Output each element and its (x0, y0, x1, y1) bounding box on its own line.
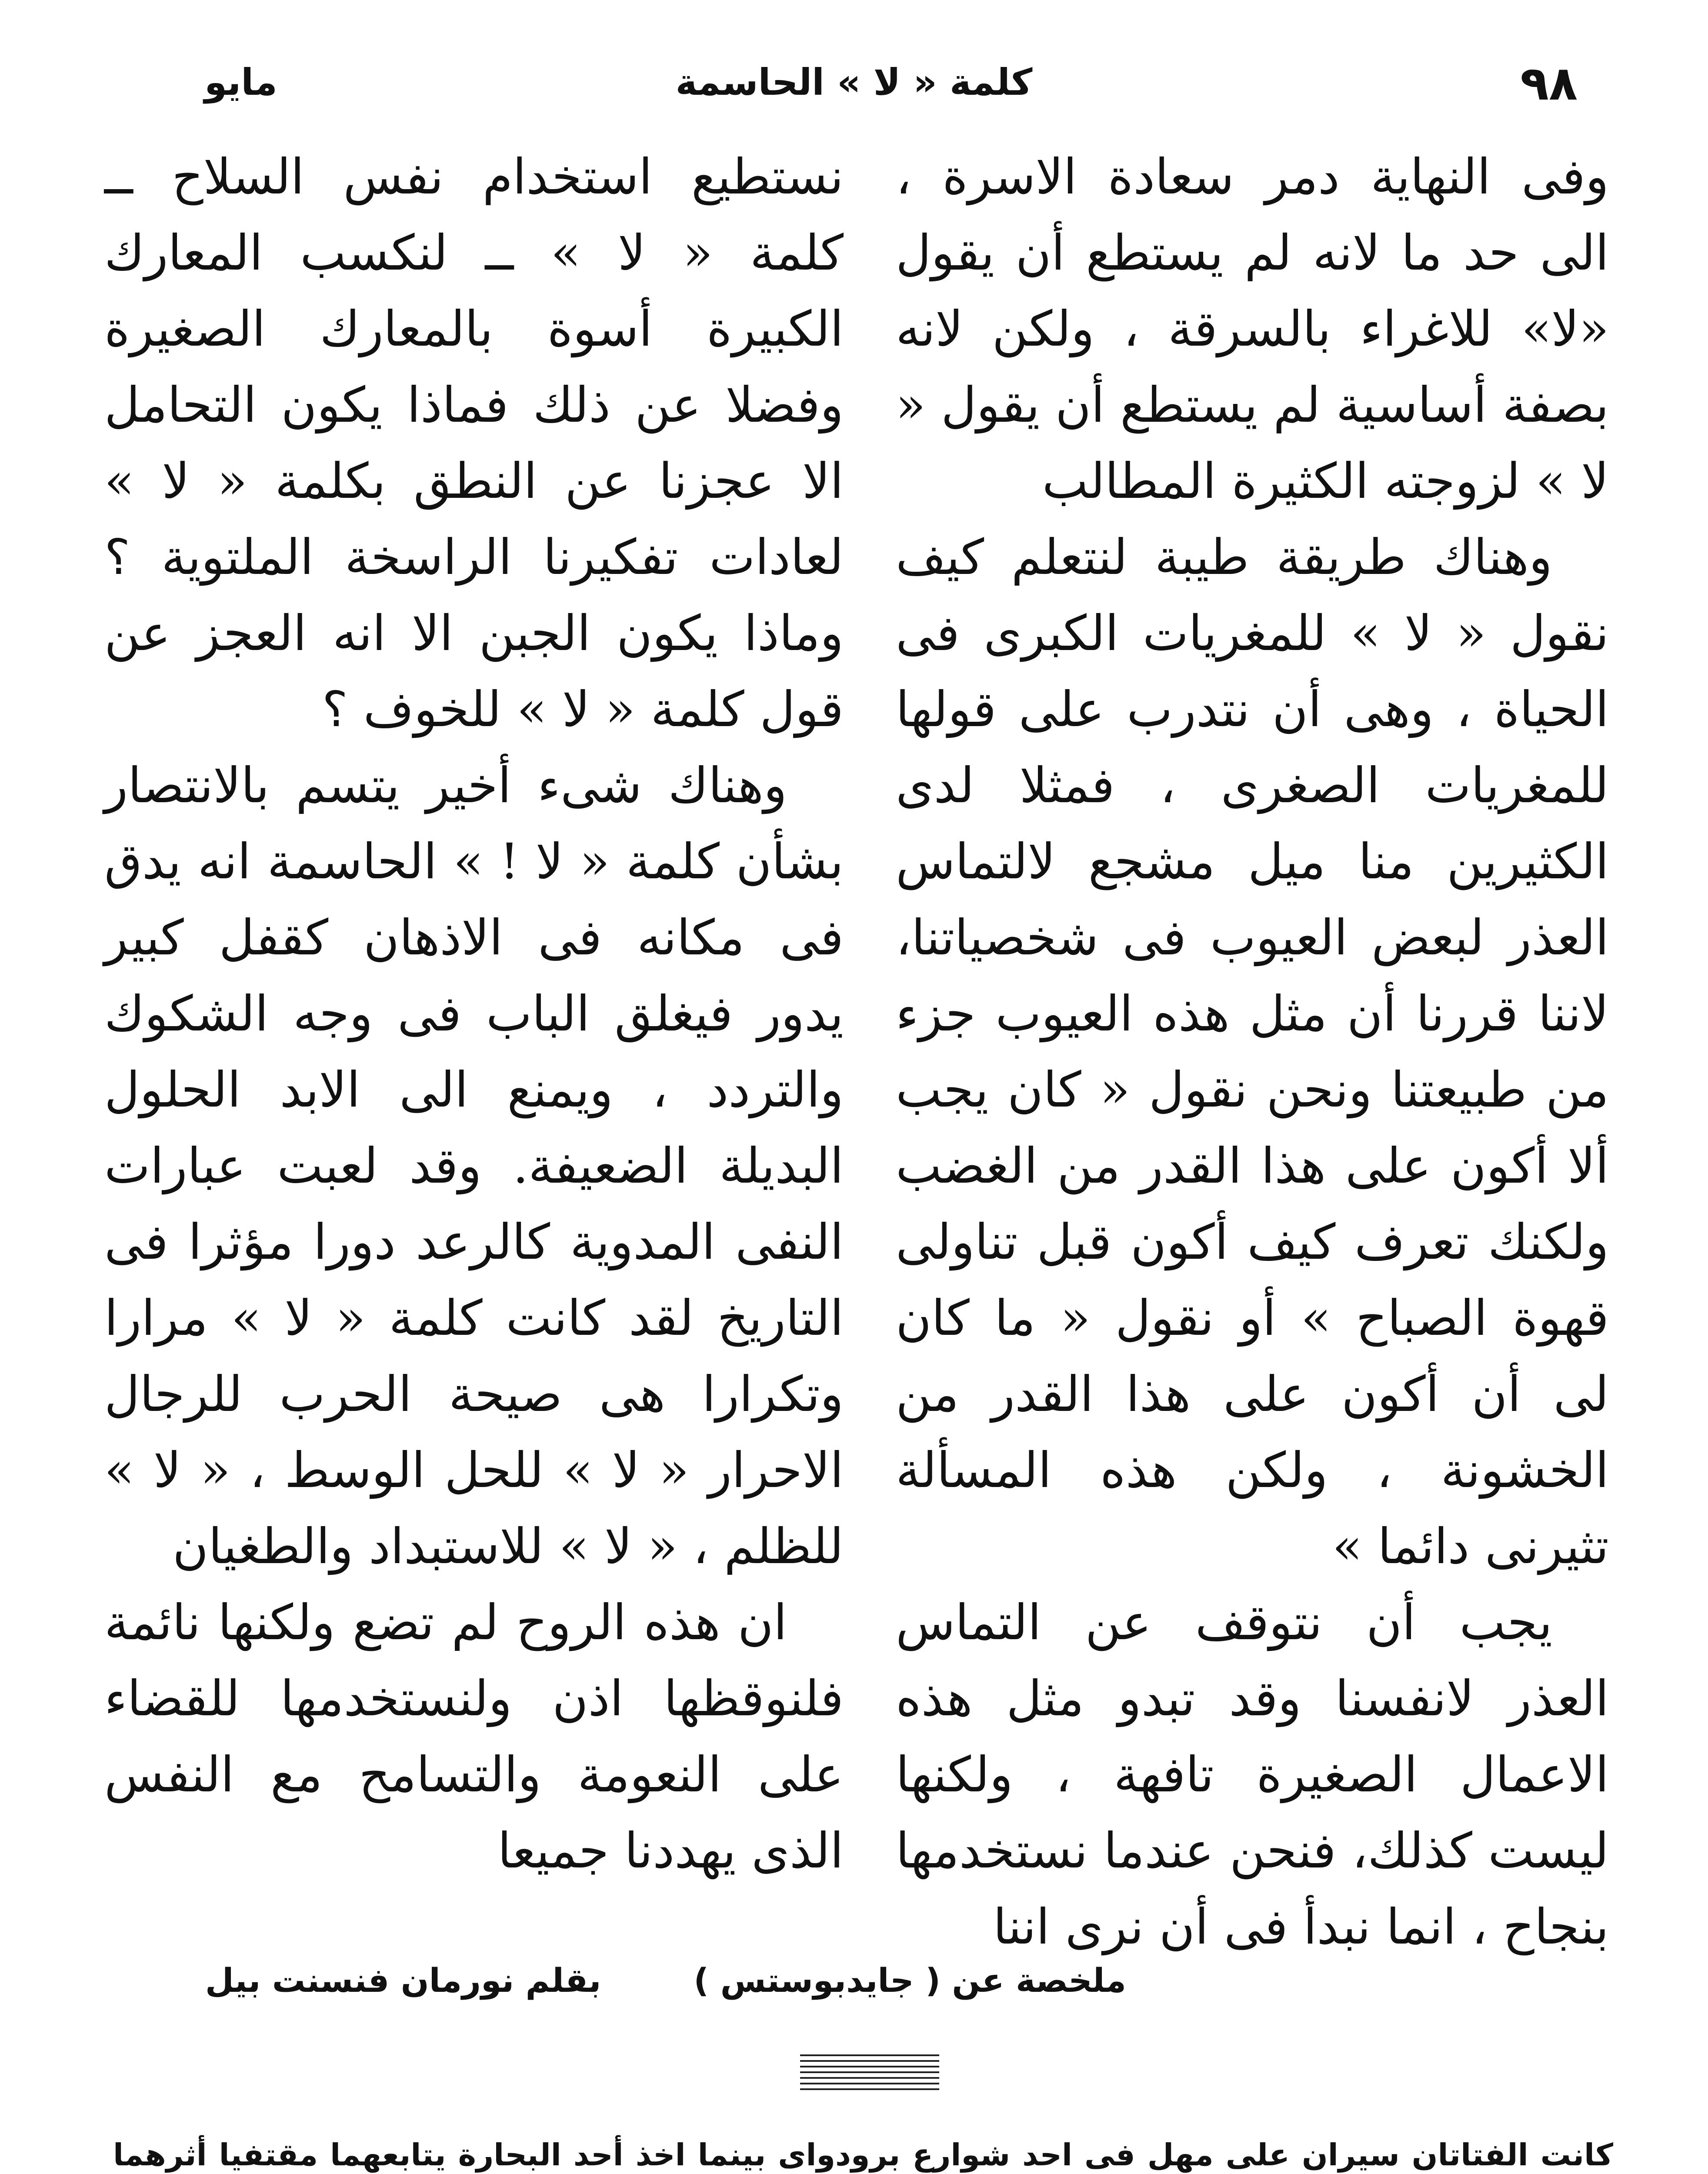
paragraph: وفى النهاية دمر سعادة الاسرة ، الى حد ما لانه لم يستطع أن يقول «لا» للاغراء بالسرقة ، ولكن لانه بصفة أساسية لم يستطع أن يقول « لا » لزوجته الكثيرة المطالب (896, 149, 1609, 510)
divider-ornament (800, 2054, 939, 2094)
anecdote-text: كانت الفتاتان سيران على مهل فى احد شوارع برودواى بينما اخذ أحد البحارة يتابعهما مقتفيا أثرهما (113, 2137, 1613, 2173)
left-column (104, 139, 844, 1922)
page-number: ٩٨ (1520, 57, 1578, 111)
credit-author: بقلم نورمان فنسنت بيل (205, 1961, 601, 2000)
anecdote-box (113, 2131, 1613, 2174)
paragraph: وهناك شىء أخير يتسم بالانتصار بشأن كلمة « لا ! » الحاسمة انه يدق فى مكانه فى الاذهان كقفل كبير يدور فيغلق الباب فى وجه الشكوك والتردد ، ويمنع الى الابد الحلول البديلة الضعيفة. وقد لعبت عبارات النفى المدوية كالرعد دورا مؤثرا فى التاريخ لقد كانت كلمة « لا » مرارا وتكرارا هى صيحة الحرب للرجال الاحرار « لا » للحل الوسط ، « لا » للظلم ، « لا » للاستبداد والطغيان (104, 757, 844, 1575)
paragraph: وهناك طريقة طيبة لنتعلم كيف نقول « لا » للمغريات الكبرى فى الحياة ، وهى أن نتدرب على قولها للمغريات الصغرى ، فمثلا لدى الكثيرين منا ميل مشجع لالتماس العذر لبعض العيوب فى شخصياتنا، لاننا قررنا أن مثل هذه العيوب جزء من طبيعتنا ونحن نقول « كان يجب ألا أكون على هذا القدر من الغضب ولكنك تعرف كيف أكون قبل تناولى قهوة الصباح » أو نقول « ما كان لى أن أكون على هذا القدر من الخشونة ، ولكن هذه المسألة تثيرنى دائما » (896, 529, 1609, 1575)
page-header (0, 52, 1708, 122)
right-column (896, 139, 1609, 1955)
paragraph: ان هذه الروح لم تضع ولكنها نائمة فلنوقظها اذن ولنستخدمها للقضاء على النعومة والتسامح مع النفس الذى يهددنا جميعا (104, 1594, 844, 1879)
credit-source: ملخصة عن ( جايدبوستس ) (694, 1961, 1126, 2000)
paragraph: يجب أن نتوقف عن التماس العذر لانفسنا وقد تبدو مثل هذه الاعمال الصغيرة تافهة ، ولكنها ليست كذلك، فنحن عندما نستخدمها بنجاح ، انما نبدأ فى أن نرى اننا (896, 1594, 1609, 1955)
running-title: كلمة « لا » الحاسمة (675, 61, 1033, 103)
paragraph: نستطيع استخدام نفس السلاح ــ كلمة « لا » ــ لنكسب المعارك الكبيرة أسوة بالمعارك الصغيرة وفضلا عن ذلك فماذا يكون التحامل الا عجزنا عن النطق بكلمة « لا » لعادات تفكيرنا الراسخة الملتوية ؟ وماذا يكون الجبن الا انه العجز عن قول كلمة « لا » للخوف ؟ (104, 149, 844, 738)
issue-month: مايو (204, 61, 277, 103)
article-credit (157, 1957, 1126, 2004)
